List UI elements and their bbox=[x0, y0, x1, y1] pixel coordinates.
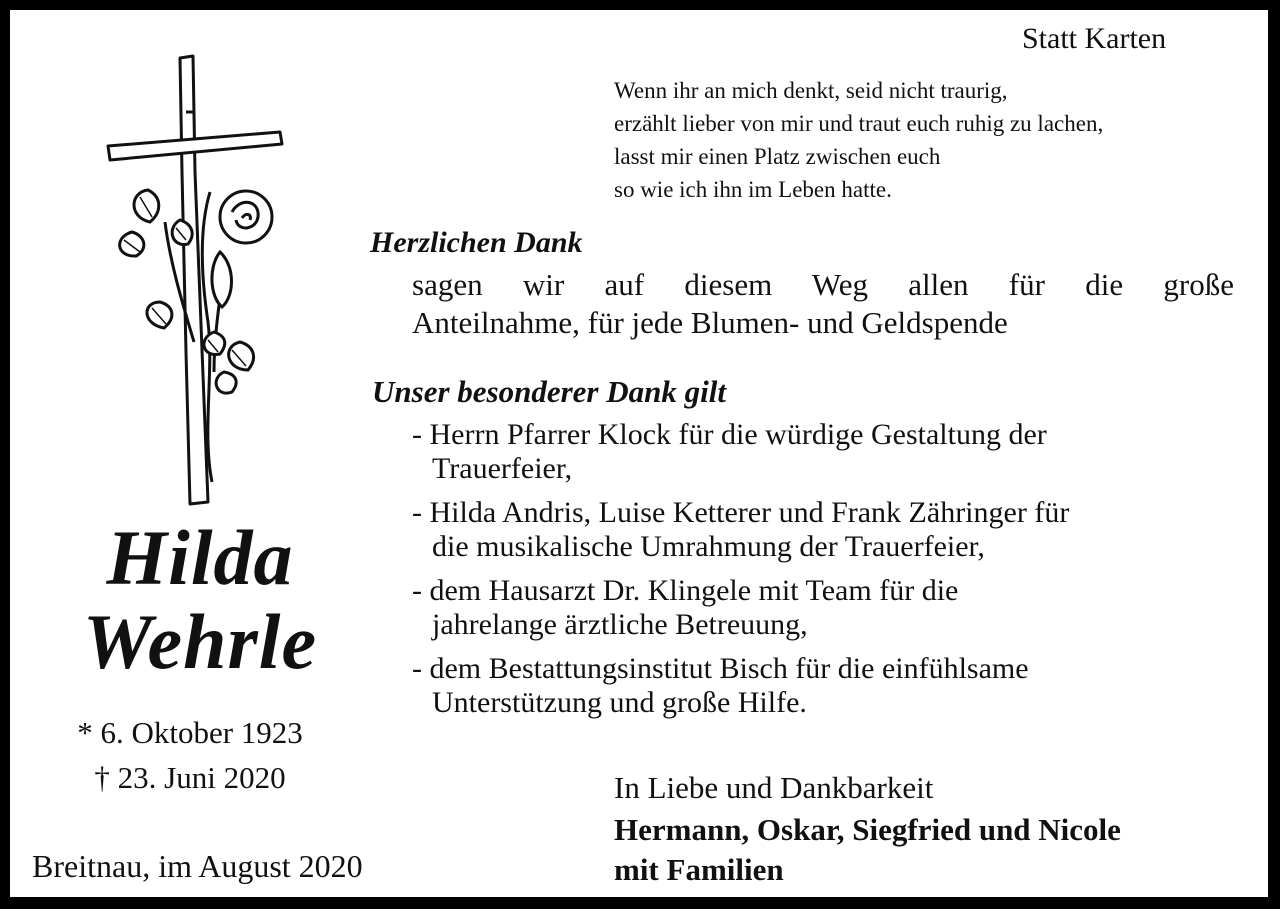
special-thanks-heading: Unser besonderer Dank gilt bbox=[372, 374, 726, 409]
list-item bbox=[412, 496, 1232, 564]
birth-date: * 6. Oktober 1923 bbox=[77, 715, 303, 750]
list-item-line: - dem Bestattungsinstitut Bisch für die einfühlsame bbox=[412, 652, 1029, 685]
place-and-date: Breitnau, im August 2020 bbox=[32, 848, 363, 884]
family-names bbox=[614, 810, 1121, 890]
poem bbox=[614, 74, 1103, 206]
list-item-line: - Hilda Andris, Luise Ketterer und Frank Zähringer für bbox=[412, 496, 1070, 529]
thanks-heading: Herzlichen Dank bbox=[370, 226, 583, 259]
list-item-line: - Herrn Pfarrer Klock für die würdige Gestaltung der bbox=[412, 418, 1047, 451]
deceased-first-name: Hilda bbox=[106, 514, 294, 601]
poem-line: Wenn ihr an mich denkt, seid nicht traurig, bbox=[614, 78, 1008, 103]
poem-line: erzählt lieber von mir und traut euch ruhig zu lachen, bbox=[614, 111, 1104, 136]
thanks-line: Anteilnahme, für jede Blumen- und Geldspende bbox=[412, 305, 1008, 340]
cross-with-roses-icon bbox=[90, 52, 290, 517]
list-item-line: - dem Hausarzt Dr. Klingele mit Team für die bbox=[412, 574, 959, 607]
thanks-line: sagen wir auf diesem Weg allen für die große bbox=[412, 267, 1234, 302]
poem-line: lasst mir einen Platz zwischen euch bbox=[614, 144, 941, 169]
list-item bbox=[412, 418, 1232, 486]
life-dates bbox=[50, 710, 330, 800]
list-item-line: jahrelange ärztliche Betreuung, bbox=[432, 608, 808, 641]
list-item bbox=[412, 652, 1232, 720]
poem-line: so wie ich ihn im Leben hatte. bbox=[614, 177, 892, 202]
death-date: † 23. Juni 2020 bbox=[94, 760, 286, 795]
thanks-text bbox=[412, 266, 1234, 342]
list-item-line: die musikalische Umrahmung der Trauerfeier, bbox=[432, 530, 985, 563]
deceased-last-name: Wehrle bbox=[82, 598, 318, 685]
list-item-line: Trauerfeier, bbox=[432, 452, 573, 485]
special-thanks-list bbox=[412, 418, 1232, 730]
statt-karten-label: Statt Karten bbox=[1022, 22, 1167, 55]
closing-line: In Liebe und Dankbarkeit bbox=[614, 770, 934, 805]
family-names-line: Hermann, Oskar, Siegfried und Nicole bbox=[614, 812, 1121, 847]
list-item-line: Unterstützung und große Hilfe. bbox=[432, 686, 807, 719]
obituary-card bbox=[10, 10, 1268, 897]
family-names-line: mit Familien bbox=[614, 852, 784, 887]
list-item bbox=[412, 574, 1232, 642]
